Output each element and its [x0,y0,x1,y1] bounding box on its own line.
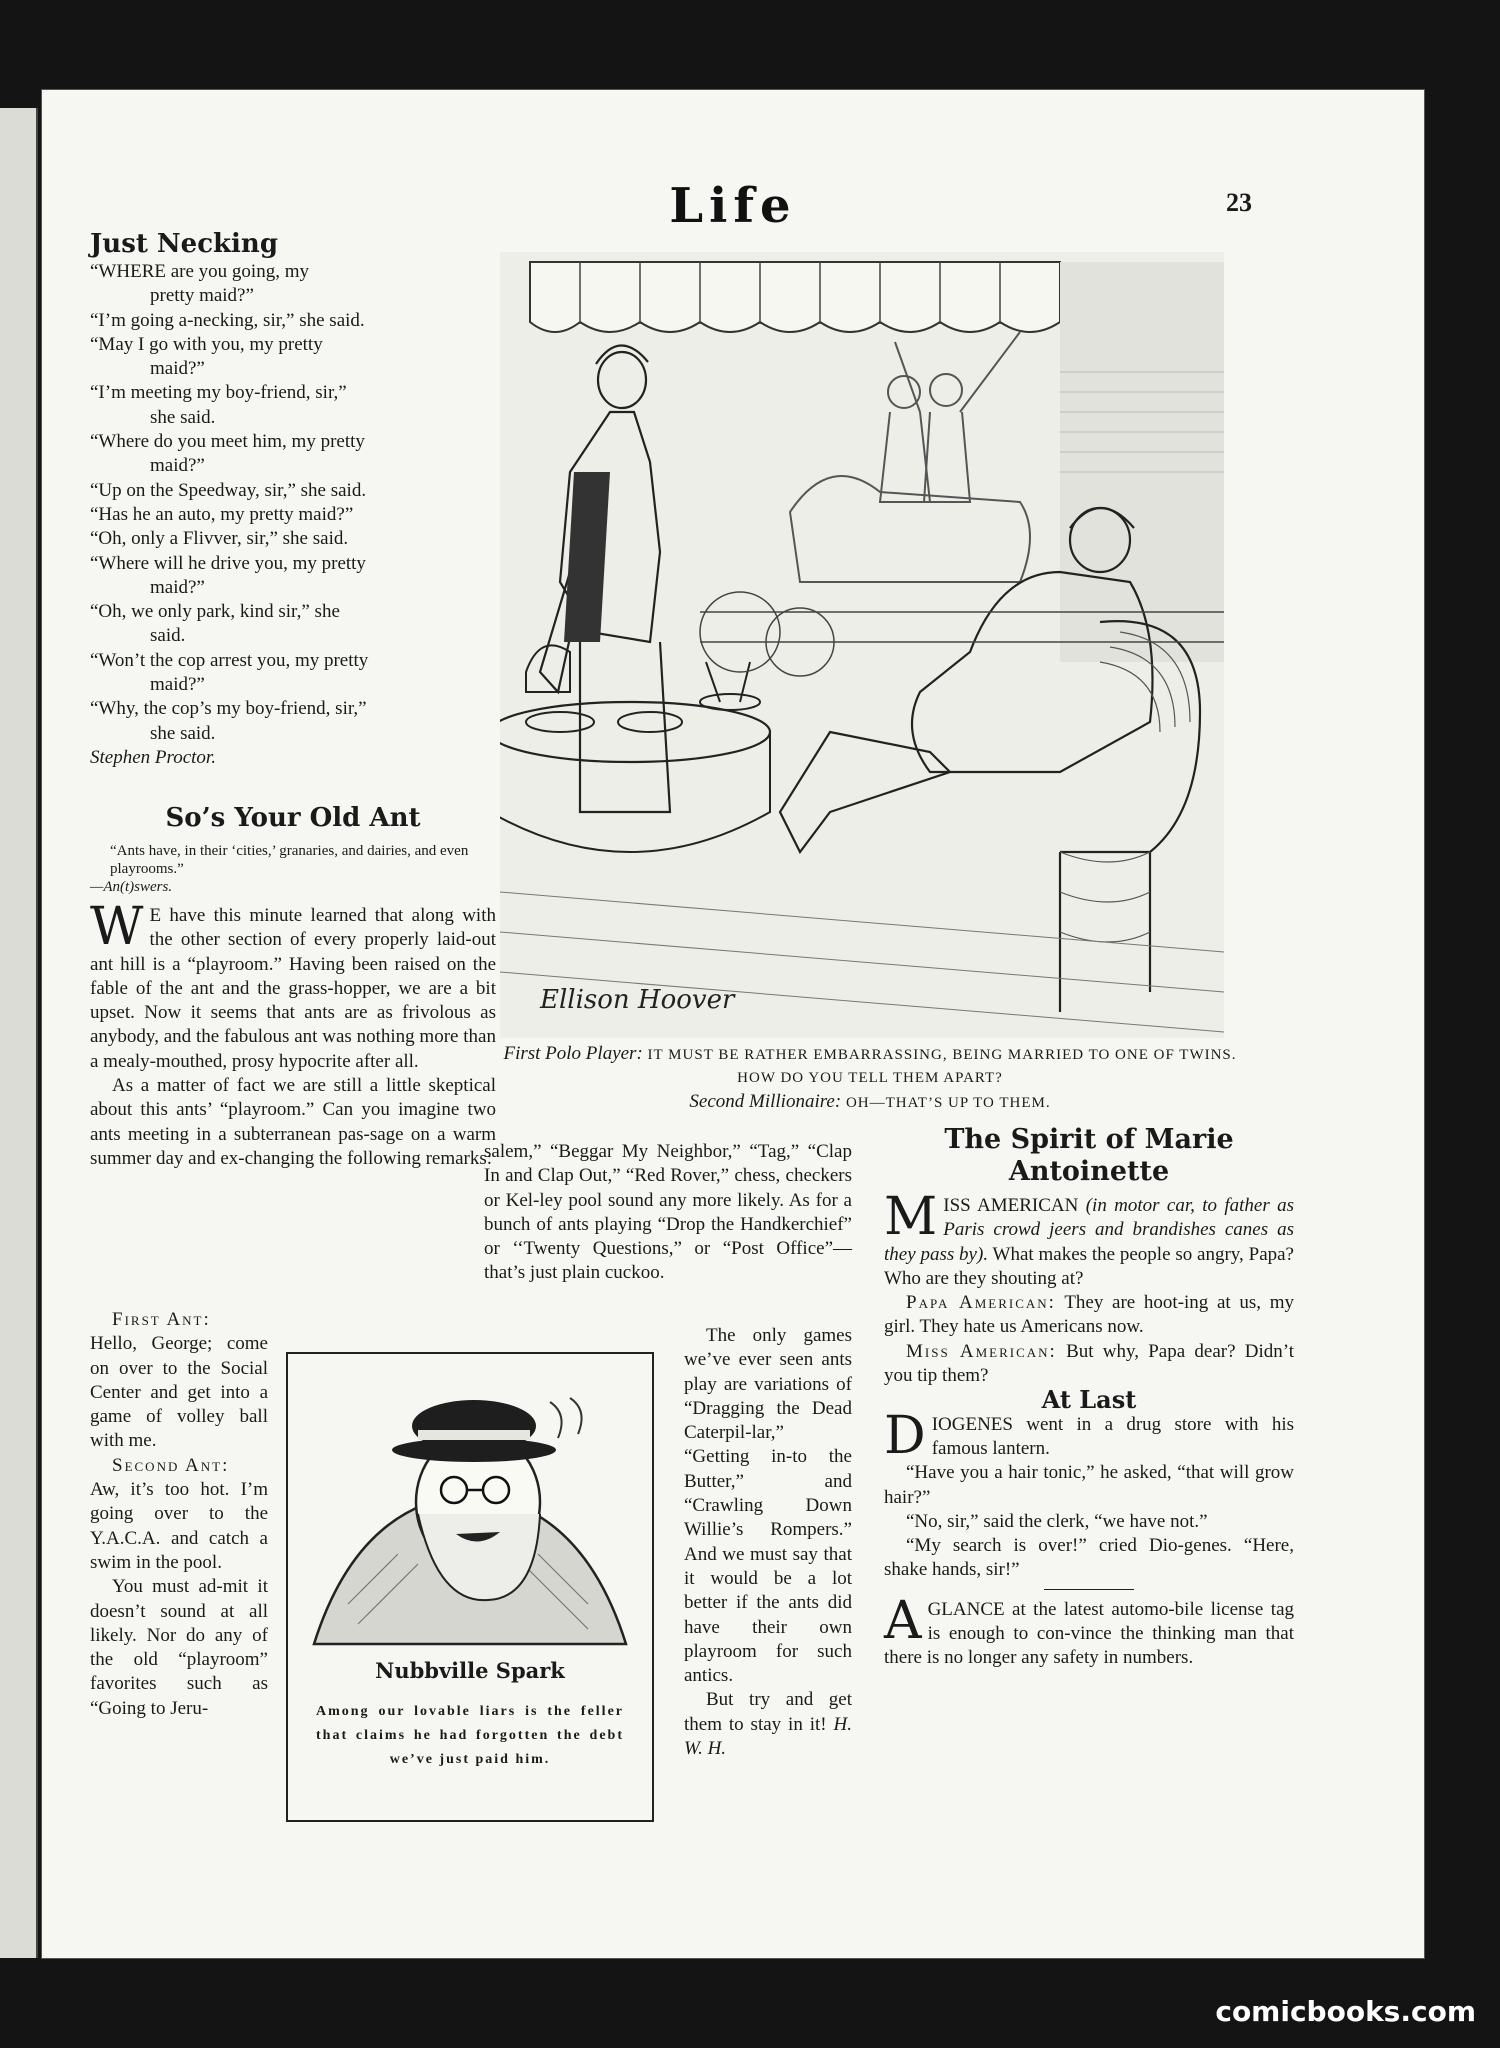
poem-line-continuation: maid?” [150,576,205,598]
glance-text: GLANCE at the latest automo-bile license tag is enough to con-vince the thinking man that there is no longer any safety in numbers. [884,1598,1294,1669]
poem-line [90,697,496,721]
poem-line-continuation: maid?” [150,674,205,696]
poem-line-text: “Oh, we only park, kind sir,” she [90,601,340,623]
old-ant-paragraph-3: You must ad-mit it doesn’t sound at all likely. Nor do any of the old “playroom” favorites such as “Going to Jeru- [90,1576,268,1719]
marie-dropcap: M [884,1187,938,1247]
cartoon-caption [490,1042,1250,1115]
spark-title: Nubbville Spark [375,1658,565,1683]
just-necking-signature: Stephen Proctor. [90,746,216,768]
old-ant-title: So’s Your Old Ant [165,803,421,833]
papa-text: They are hoot-ing at us, my girl. They hate us Americans now. [884,1292,1294,1338]
artist-signature: Ellison Hoover [540,985,735,1015]
miss-label: Miss American: [906,1340,1057,1362]
caption-speaker-1: First Polo Player: [503,1043,643,1064]
poem-line [90,503,496,527]
poem-line [90,381,496,405]
old-ant-paragraph-6: But try and get them to stay in it! [684,1689,852,1735]
poem-line-text: “Where will he drive you, my pretty [90,552,366,574]
at-last-dropcap: D [884,1405,926,1466]
old-ant-paragraph-4: salem,” “Beggar My Neighbor,” “Tag,” “Clap In and Clap Out,” “Red Rover,” chess, checkers or Kel-ley pool sound any more likely. As for a bunch of ants playing “Drop the Handkerchief” or ‘‘Twenty Questions,” or “Post Office”—that’s just plain cuckoo. [484,1141,852,1284]
poem-line-text: “I’m meeting my boy-friend, sir,” [90,382,347,404]
old-ant-epigraph-source: —An(t)swers. [90,879,173,895]
cartoon-drawing [500,252,1224,1038]
old-ant-paragraph-5: The only games we’ve ever seen ants play are variations of “Dragging the Dead Caterpil-lar,” “Getting in-to the Butter,” and “Crawling Down Willie’s Rompers.” And we must say that it would be a lot better if the ants did have their own playroom for such antics. [684,1325,852,1687]
poem-line-text: “I’m going a-necking, sir,” she said. [90,309,365,331]
old-ant-paragraph-1: E have this minute learned that along with the other section of every properly laid-out ant hill is a “playroom.” Having been raised on the fable of the ant and the grass-hopper, we are a bit upset. Now it seems that ants are as frivolous as anybody, and the fabulous ant was nothing more than a mealy-mouthed, prosy hypocrite after all. [90,905,496,1072]
poem-line-text: “Why, the cop’s my boy-friend, sir,” [90,698,367,720]
poem-line [90,309,496,333]
just-necking-article [90,228,496,770]
poem-line [90,552,496,576]
poem-line-continuation: said. [150,625,186,647]
poem-line [90,600,496,624]
old-ant-middle-column [484,1140,852,1286]
old-ant-epigraph: “Ants have, in their ‘cities,’ granaries, and dairies, and even playrooms.” [110,843,469,877]
poem-line-text: “Oh, only a Flivver, sir,” she said. [90,528,349,550]
old-man-cartoon [288,1354,652,1654]
old-ant-narrow-right [684,1324,852,1761]
poem-line [90,649,496,673]
just-necking-title: Just Necking [90,229,279,259]
poem-line-continuation: pretty maid?” [150,285,254,307]
caption-line-2: OH—THAT’S UP TO THEM. [845,1095,1051,1111]
poem-line-text: “May I go with you, my pretty [90,333,323,355]
marie-lead: ISS AMERICAN [943,1195,1079,1216]
poem-line [90,479,496,503]
poem-line-continuation: maid?” [150,358,205,380]
old-ant-signature: H. W. H. [684,1713,853,1760]
poem-line-text: “Won’t the cop arrest you, my pretty [90,649,369,671]
page-number: 23 [1226,188,1252,217]
poem-line-continuation: she said. [150,406,216,428]
poem-line [90,260,496,284]
second-ant-text: Aw, it’s too hot. I’m going over to the Y.A.C.A. and catch a swim in the pool. [90,1479,268,1573]
at-last-title: At Last [1041,1385,1137,1415]
nubbville-spark-box [286,1352,654,1822]
spark-text: Among our lovable liars is the feller that claims he had forgotten the debt we’ve just paid him. [316,1704,624,1767]
section-divider [1044,1589,1134,1590]
at-last-paragraph-4: “My search is over!” cried Dio-genes. “Here, shake hands, sir!” [884,1535,1294,1581]
poem-line-text: “Where do you meet him, my pretty [90,431,365,453]
poem-line-text: “WHERE are you going, my [90,261,309,282]
at-last-paragraph-1: IOGENES went in a drug store with his famous lantern. [931,1413,1294,1459]
poem-line [90,430,496,454]
poem-lines [90,260,496,746]
poem-line-continuation: maid?” [150,455,205,477]
first-ant-text: Hello, George; come on over to the Social Center and get into a game of volley ball with me. [90,1333,268,1452]
first-ant-label: First Ant: [112,1309,211,1330]
poem-line-continuation: she said. [150,722,216,744]
old-ant-article [90,802,496,1171]
caption-line-1: IT MUST BE RATHER EMBARRASSING, BEING MARRIED TO ONE OF TWINS. HOW DO YOU TELL THEM APART? [647,1047,1237,1086]
masthead: Life [669,178,797,234]
magazine-page [42,90,1424,1958]
at-last-paragraph-2: “Have you a hair tonic,” he asked, “that will grow hair?” [884,1462,1294,1508]
second-ant-label: Second Ant: [112,1454,230,1476]
old-ant-paragraph-2: As a matter of fact we are still a little skeptical about this ants’ “playroom.” Can you imagine two ants meeting in a subterranean pas-sage on a warm summer day and ex-changing the following remarks: [90,1075,496,1169]
polo-cartoon-illustration [500,252,1224,1038]
adjacent-page-edge [0,108,38,1958]
marie-question: What makes the people so angry, Papa? Who are they shouting at? [884,1243,1294,1289]
poem-line [90,333,496,357]
old-ant-dropcap: W [90,897,144,957]
caption-speaker-2: Second Millionaire: [689,1091,842,1112]
poem-line [90,527,496,551]
glance-dropcap: A [884,1590,922,1651]
poem-line-text: “Up on the Speedway, sir,” she said. [90,479,367,501]
right-column [884,1124,1294,1671]
site-watermark: comicbooks.com [1215,1995,1476,2028]
papa-label: Papa American: [906,1292,1056,1314]
marie-title: The Spirit of Marie Antoinette [944,1124,1234,1187]
poem-line-text: “Has he an auto, my pretty maid?” [90,503,354,525]
at-last-paragraph-3: “No, sir,” said the clerk, “we have not.” [906,1510,1208,1532]
miss-text: But why, Papa dear? Didn’t you tip them? [884,1340,1295,1387]
old-ant-narrow-column [90,1308,268,1721]
marie-stage-direction: (in motor car, to father as Paris crowd jeers and brandishes canes as they pass by). [884,1195,1295,1265]
